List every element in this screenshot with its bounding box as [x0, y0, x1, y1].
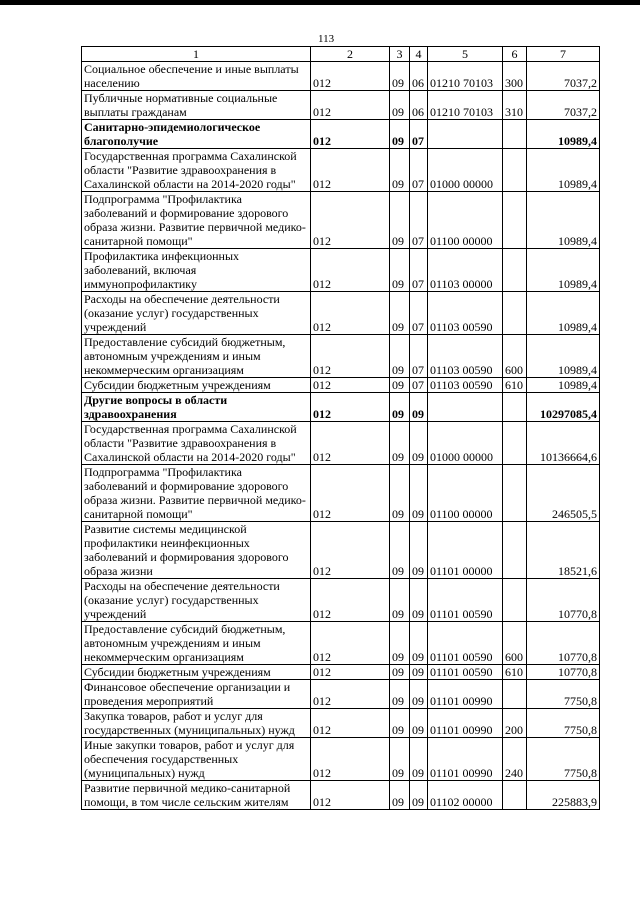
grbs-code: 012 — [311, 91, 390, 120]
section-code: 09 — [390, 378, 410, 393]
table-row — [82, 665, 600, 680]
expense-type-code: 240 — [503, 738, 527, 781]
grbs-code: 012 — [311, 292, 390, 335]
section-code: 09 — [390, 292, 410, 335]
table-row — [82, 335, 600, 378]
subsection-code: 07 — [410, 120, 428, 149]
table-row — [82, 709, 600, 738]
expense-type-code: 200 — [503, 709, 527, 738]
expense-type-code — [503, 393, 527, 422]
subsection-code: 07 — [410, 335, 428, 378]
amount: 7750,8 — [527, 709, 600, 738]
grbs-code: 012 — [311, 622, 390, 665]
grbs-code: 012 — [311, 249, 390, 292]
expense-type-code: 300 — [503, 62, 527, 91]
expense-type-code — [503, 249, 527, 292]
section-code: 09 — [390, 665, 410, 680]
target-article-code: 01101 00990 — [428, 709, 503, 738]
amount: 10989,4 — [527, 120, 600, 149]
section-code: 09 — [390, 192, 410, 249]
subsection-code: 09 — [410, 579, 428, 622]
target-article-code: 01210 70103 — [428, 91, 503, 120]
expense-type-code: 600 — [503, 622, 527, 665]
table-row — [82, 378, 600, 393]
column-header: 2 — [311, 47, 390, 62]
target-article-code: 01210 70103 — [428, 62, 503, 91]
amount: 246505,5 — [527, 465, 600, 522]
expense-type-code: 610 — [503, 665, 527, 680]
subsection-code: 09 — [410, 665, 428, 680]
expense-type-code: 610 — [503, 378, 527, 393]
grbs-code: 012 — [311, 465, 390, 522]
expense-type-code — [503, 579, 527, 622]
grbs-code: 012 — [311, 422, 390, 465]
target-article-code: 01101 00590 — [428, 665, 503, 680]
row-name: Предоставление субсидий бюджетным, автономным учреждениям и иным некоммерческим организациям — [82, 622, 311, 665]
amount: 225883,9 — [527, 781, 600, 810]
subsection-code: 07 — [410, 292, 428, 335]
column-header: 6 — [503, 47, 527, 62]
column-header: 7 — [527, 47, 600, 62]
section-code: 09 — [390, 91, 410, 120]
grbs-code: 012 — [311, 680, 390, 709]
subsection-code: 09 — [410, 393, 428, 422]
amount: 10989,4 — [527, 249, 600, 292]
row-name: Публичные нормативные социальные выплаты гражданам — [82, 91, 311, 120]
amount: 10989,4 — [527, 192, 600, 249]
row-name: Субсидии бюджетным учреждениям — [82, 665, 311, 680]
section-code: 09 — [390, 120, 410, 149]
amount: 10770,8 — [527, 622, 600, 665]
subsection-code: 06 — [410, 62, 428, 91]
grbs-code: 012 — [311, 738, 390, 781]
table-row — [82, 62, 600, 91]
target-article-code: 01101 00590 — [428, 579, 503, 622]
row-name: Расходы на обеспечение деятельности (оказание услуг) государственных учреждений — [82, 292, 311, 335]
grbs-code: 012 — [311, 62, 390, 91]
subsection-code: 09 — [410, 522, 428, 579]
top-rule — [0, 0, 640, 5]
row-name: Развитие первичной медико-санитарной помощи, в том числе сельским жителям — [82, 781, 311, 810]
row-name: Закупка товаров, работ и услуг для государственных (муниципальных) нужд — [82, 709, 311, 738]
subsection-code: 09 — [410, 622, 428, 665]
page-number: 113 — [318, 33, 335, 45]
table-row — [82, 781, 600, 810]
subsection-code: 07 — [410, 249, 428, 292]
row-name: Санитарно-эпидемиологическое благополучие — [82, 120, 311, 149]
table-row — [82, 465, 600, 522]
expense-type-code — [503, 422, 527, 465]
section-code: 09 — [390, 781, 410, 810]
expense-type-code — [503, 465, 527, 522]
table-row — [82, 149, 600, 192]
table-row — [82, 120, 600, 149]
amount: 10989,4 — [527, 149, 600, 192]
grbs-code: 012 — [311, 665, 390, 680]
row-name: Профилактика инфекционных заболеваний, включая иммунопрофилактику — [82, 249, 311, 292]
table-row — [82, 622, 600, 665]
expense-type-code — [503, 120, 527, 149]
target-article-code: 01103 00000 — [428, 249, 503, 292]
grbs-code: 012 — [311, 335, 390, 378]
section-code: 09 — [390, 62, 410, 91]
section-code: 09 — [390, 738, 410, 781]
table-row — [82, 393, 600, 422]
grbs-code: 012 — [311, 579, 390, 622]
amount: 7037,2 — [527, 62, 600, 91]
grbs-code: 012 — [311, 149, 390, 192]
target-article-code: 01101 00990 — [428, 738, 503, 781]
grbs-code: 012 — [311, 192, 390, 249]
subsection-code: 09 — [410, 781, 428, 810]
table-row — [82, 91, 600, 120]
section-code: 09 — [390, 149, 410, 192]
section-code: 09 — [390, 522, 410, 579]
table-body — [82, 62, 600, 810]
budget-table — [81, 46, 600, 810]
expense-type-code: 600 — [503, 335, 527, 378]
target-article-code: 01101 00590 — [428, 622, 503, 665]
amount: 10770,8 — [527, 579, 600, 622]
target-article-code — [428, 393, 503, 422]
section-code: 09 — [390, 393, 410, 422]
row-name: Государственная программа Сахалинской области "Развитие здравоохранения в Сахалинской области на 2014-2020 годы" — [82, 149, 311, 192]
expense-type-code — [503, 149, 527, 192]
section-code: 09 — [390, 465, 410, 522]
row-name: Предоставление субсидий бюджетным, автономным учреждениям и иным некоммерческим организациям — [82, 335, 311, 378]
expense-type-code — [503, 781, 527, 810]
subsection-code: 07 — [410, 192, 428, 249]
section-code: 09 — [390, 622, 410, 665]
column-header: 1 — [82, 47, 311, 62]
section-code: 09 — [390, 709, 410, 738]
section-code: 09 — [390, 335, 410, 378]
grbs-code: 012 — [311, 393, 390, 422]
subsection-code: 07 — [410, 378, 428, 393]
target-article-code: 01103 00590 — [428, 378, 503, 393]
table-row — [82, 579, 600, 622]
amount: 10989,4 — [527, 378, 600, 393]
table-row — [82, 422, 600, 465]
amount: 10136664,6 — [527, 422, 600, 465]
target-article-code: 01000 00000 — [428, 422, 503, 465]
row-name: Подпрограмма "Профилактика заболеваний и формирование здорового образа жизни. Развитие первичной медико-санитарной помощи" — [82, 192, 311, 249]
expense-type-code — [503, 522, 527, 579]
table-row — [82, 249, 600, 292]
row-name: Социальное обеспечение и иные выплаты населению — [82, 62, 311, 91]
expense-type-code — [503, 192, 527, 249]
row-name: Государственная программа Сахалинской области "Развитие здравоохранения в Сахалинской области на 2014-2020 годы" — [82, 422, 311, 465]
target-article-code: 01103 00590 — [428, 292, 503, 335]
amount: 10770,8 — [527, 665, 600, 680]
section-code: 09 — [390, 579, 410, 622]
target-article-code: 01101 00000 — [428, 522, 503, 579]
target-article-code: 01100 00000 — [428, 192, 503, 249]
row-name: Иные закупки товаров, работ и услуг для обеспечения государственных (муниципальных) нужд — [82, 738, 311, 781]
grbs-code: 012 — [311, 120, 390, 149]
subsection-code: 09 — [410, 680, 428, 709]
table-row — [82, 522, 600, 579]
row-name: Подпрограмма "Профилактика заболеваний и формирование здорового образа жизни. Развитие первичной медико-санитарной помощи" — [82, 465, 311, 522]
expense-type-code — [503, 680, 527, 709]
target-article-code: 01103 00590 — [428, 335, 503, 378]
target-article-code: 01101 00990 — [428, 680, 503, 709]
table-row — [82, 192, 600, 249]
target-article-code: 01000 00000 — [428, 149, 503, 192]
row-name: Субсидии бюджетным учреждениям — [82, 378, 311, 393]
row-name: Расходы на обеспечение деятельности (оказание услуг) государственных учреждений — [82, 579, 311, 622]
subsection-code: 06 — [410, 91, 428, 120]
section-code: 09 — [390, 680, 410, 709]
column-number-row — [82, 47, 600, 62]
row-name: Другие вопросы в области здравоохранения — [82, 393, 311, 422]
subsection-code: 09 — [410, 465, 428, 522]
amount: 7750,8 — [527, 680, 600, 709]
column-header: 3 — [390, 47, 410, 62]
grbs-code: 012 — [311, 781, 390, 810]
expense-type-code — [503, 292, 527, 335]
row-name: Финансовое обеспечение организации и проведения мероприятий — [82, 680, 311, 709]
subsection-code: 09 — [410, 738, 428, 781]
target-article-code: 01100 00000 — [428, 465, 503, 522]
section-code: 09 — [390, 422, 410, 465]
expense-type-code: 310 — [503, 91, 527, 120]
column-header: 5 — [428, 47, 503, 62]
section-code: 09 — [390, 249, 410, 292]
amount: 10989,4 — [527, 292, 600, 335]
amount: 10297085,4 — [527, 393, 600, 422]
grbs-code: 012 — [311, 378, 390, 393]
subsection-code: 09 — [410, 422, 428, 465]
row-name: Развитие системы медицинской профилактики неинфекционных заболеваний и формирования здорового образа жизни — [82, 522, 311, 579]
amount: 18521,6 — [527, 522, 600, 579]
target-article-code: 01102 00000 — [428, 781, 503, 810]
amount: 7750,8 — [527, 738, 600, 781]
grbs-code: 012 — [311, 709, 390, 738]
target-article-code — [428, 120, 503, 149]
grbs-code: 012 — [311, 522, 390, 579]
amount: 7037,2 — [527, 91, 600, 120]
table-row — [82, 738, 600, 781]
amount: 10989,4 — [527, 335, 600, 378]
table-row — [82, 680, 600, 709]
subsection-code: 09 — [410, 709, 428, 738]
column-header: 4 — [410, 47, 428, 62]
subsection-code: 07 — [410, 149, 428, 192]
table-row — [82, 292, 600, 335]
